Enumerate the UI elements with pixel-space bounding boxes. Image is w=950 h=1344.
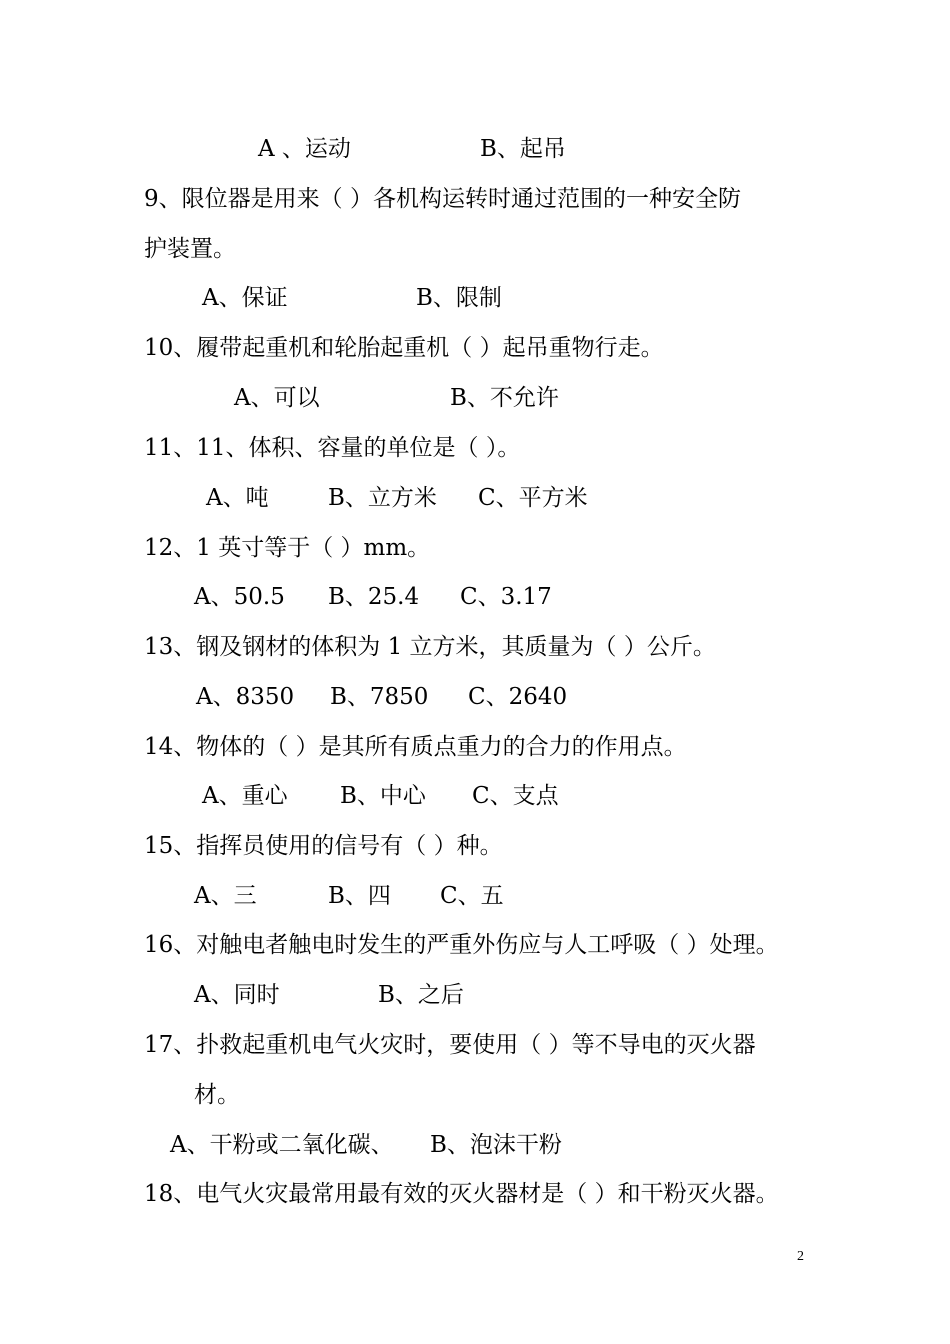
q11-option-c: C、平方米 xyxy=(478,485,588,511)
q12-option-c: C、3.17 xyxy=(460,584,552,610)
q13-option-a: A、8350 xyxy=(196,684,295,710)
q15-option-a: A、三 xyxy=(194,883,257,909)
q8-option-b: B、起吊 xyxy=(480,136,566,162)
q12-option-a: A、50.5 xyxy=(194,584,285,610)
q13-option-b: B、7850 xyxy=(330,684,429,710)
q11-option-a: A、吨 xyxy=(206,485,269,511)
q16-text: 16、对触电者触电时发生的严重外伤应与人工呼吸（ ）处理。 xyxy=(144,932,779,958)
q15-option-b: B、四 xyxy=(328,883,391,909)
q9-text-line-2: 护装置。 xyxy=(144,236,236,262)
q12-option-b: B、25.4 xyxy=(328,584,420,610)
q15-option-c: C、五 xyxy=(440,883,504,909)
q9-option-a: A、保证 xyxy=(202,285,288,311)
q16-option-a: A、同时 xyxy=(194,982,280,1008)
q13-option-c: C、2640 xyxy=(468,684,568,710)
q10-option-b: B、不允许 xyxy=(450,385,559,411)
q15-text: 15、指挥员使用的信号有（ ）种。 xyxy=(144,833,503,859)
q10-option-a: A、可以 xyxy=(234,385,320,411)
q12-text: 12、1 英寸等于（ ）mm。 xyxy=(144,535,431,561)
q8-option-a: A 、运动 xyxy=(258,136,351,162)
page-number: 2 xyxy=(797,1249,804,1264)
q11-option-b: B、立方米 xyxy=(328,485,437,511)
q9-text-line-1: 9、限位器是用来（ ）各机构运转时通过范围的一种安全防 xyxy=(144,186,741,212)
q17-option-b: B、泡沫干粉 xyxy=(430,1132,562,1158)
q10-text: 10、履带起重机和轮胎起重机（ ）起吊重物行走。 xyxy=(144,335,664,361)
q13-text: 13、钢及钢材的体积为 1 立方米，其质量为（ ）公斤。 xyxy=(144,634,716,660)
q9-option-b: B、限制 xyxy=(416,285,502,311)
q17-text-line-1: 17、扑救起重机电气火灾时，要使用（ ）等不导电的灭火器 xyxy=(144,1032,756,1058)
q17-text-line-2: 材。 xyxy=(194,1082,240,1108)
q11-text: 11、11、体积、容量的单位是（ ）。 xyxy=(144,435,521,461)
q14-option-b: B、中心 xyxy=(340,783,426,809)
q14-option-a: A、重心 xyxy=(202,783,288,809)
q14-option-c: C、支点 xyxy=(472,783,559,809)
q17-option-a: A、干粉或二氧化碳、 xyxy=(170,1132,394,1158)
q14-text: 14、物体的（ ）是其所有质点重力的合力的作用点。 xyxy=(144,734,687,760)
q18-text: 18、电气火灾最常用最有效的灭火器材是（ ）和干粉灭火器。 xyxy=(144,1181,779,1207)
q16-option-b: B、之后 xyxy=(378,982,464,1008)
